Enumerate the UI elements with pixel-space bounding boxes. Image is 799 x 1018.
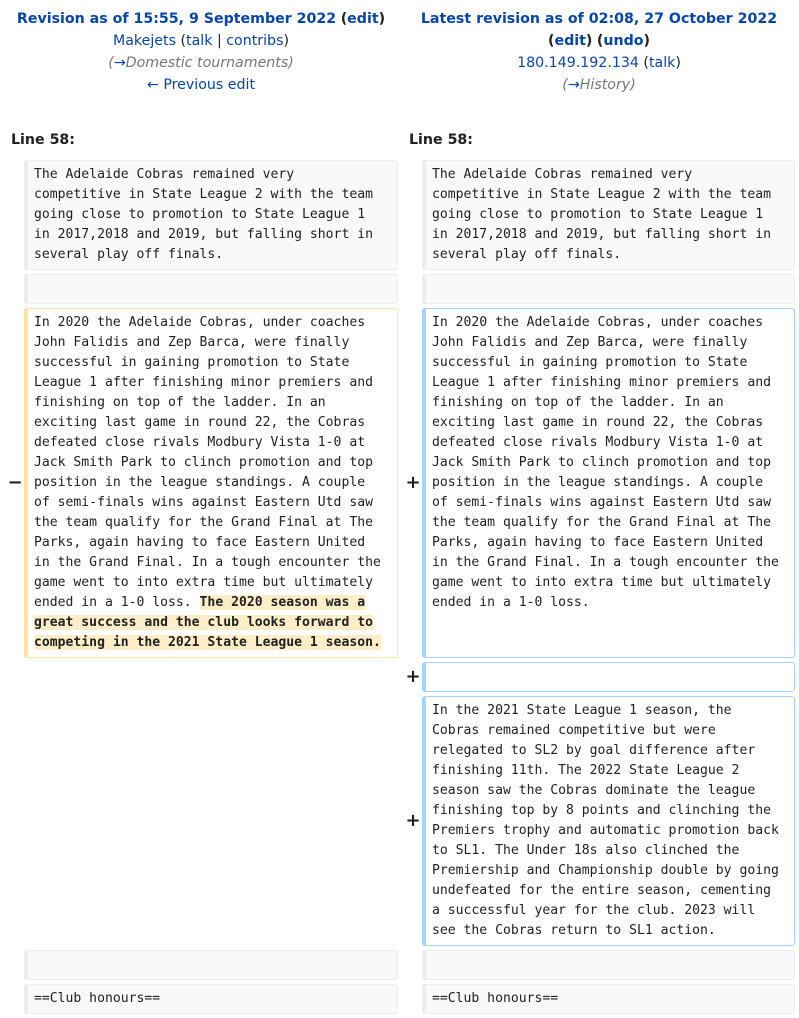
old-edit-summary: (→Domestic tournaments) [108,55,294,71]
addition-marker-new-paragraph: + [405,810,421,831]
left-line-number: Line 58: [11,132,75,148]
added-paragraph: In 2020 the Adelaide Cobras, under coaches John Falidis and Zep Barca, were finally successful in gaining promotion to State League 1 after finishing minor premiers and finishing on top of the ladder. In an exciting last game in round 22, the Cobras defeated close rivals Modbury Vista 1-0 at Jack Smith Park to clinch promotion and top position in the league standings. A couple of semi-finals wins against Eastern Utd saw the team qualify for the Grand Final at The Parks, again having to face Eastern United in the Grand Final. In a tough encounter the game went to into extra time but ultimately ended in a 1-0 loss. [422,308,795,658]
left-empty-context-line-2 [24,950,398,980]
new-revision-header: Latest revision as of 02:08, 27 October 2022 (edit) (undo) 180.149.192.134 (talk) (→History) [400,8,798,96]
old-talk-link[interactable]: talk [186,33,213,49]
undo-link[interactable]: undo [603,33,644,49]
deleted-paragraph [24,308,398,658]
added-empty-line [422,662,795,692]
right-club-honours-heading: ==Club honours== [422,984,795,1014]
previous-edit-link[interactable]: ← Previous edit [146,77,256,93]
added-new-paragraph: In the 2021 State League 1 season, the Cobras remained competitive but were relegated to SL2 by goal difference after finishing 11th. The 2022 State League 2 season saw the Cobras dominate the league finishing top by 8 points and clinching the Premiers trophy and automatic promotion back to SL1. The Under 18s also clinched the Premiership and Championship double by going undefeated for the entire season, cementing a successful year for the club. 2023 will see the Cobras return to SL1 action. [422,696,795,946]
new-user-link[interactable]: 180.149.192.134 [517,55,639,71]
addition-marker-empty: + [405,666,421,687]
old-contribs-link[interactable]: contribs [226,33,284,49]
left-club-honours-heading: ==Club honours== [24,984,398,1014]
old-revision-header: Revision as of 15:55, 9 September 2022 (edit) Makejets (talk | contribs) (→Domestic tournaments) ← Previous edit [2,8,400,96]
deleted-paragraph-text: In 2020 the Adelaide Cobras, under coaches John Falidis and Zep Barca, were finally successful in gaining promotion to State League 1 after finishing minor premiers and finishing on top of the ladder. In an exciting last game in round 22, the Cobras defeated close rivals Modbury Vista 1-0 at Jack Smith Park to clinch promotion and top position in the league standings. A couple of semi-finals wins against Eastern Utd saw the team qualify for the Grand Final at The Parks, again having to face Eastern United in the Grand Final. In a tough encounter the game went to into extra time but ultimately ended in a 1-0 loss. [34,315,381,610]
old-summary-section-link[interactable]: → [113,55,126,71]
old-edit-link[interactable]: edit [347,11,379,27]
old-revision-link[interactable]: Revision as of 15:55, 9 September 2022 [16,11,337,27]
right-context-paragraph: The Adelaide Cobras remained very competitive in State League 2 with the team going close to promotion to State League 1 in 2017,2018 and 2019, but falling short in several play off finals. [422,160,795,270]
new-revision-link[interactable]: Latest revision as of 02:08, 27 October 2022 [420,11,778,27]
new-talk-link[interactable]: talk [648,55,676,71]
right-empty-context-line-2 [422,950,795,980]
right-line-number: Line 58: [409,132,473,148]
new-summary-section-link[interactable]: → [567,77,580,93]
right-empty-context-line [422,274,795,304]
new-edit-link[interactable]: edit [554,33,586,49]
new-edit-summary: (→History) [562,77,636,93]
left-context-paragraph: The Adelaide Cobras remained very competitive in State League 2 with the team going close to promotion to State League 1 in 2017,2018 and 2019, but falling short in several play off finals. [24,160,398,270]
addition-marker: + [405,472,421,493]
deletion-marker: − [7,472,23,493]
removed-text-highlight: The 2020 season was a great success and the club looks forward to competing in the 2021 State League 1 season. [34,595,381,650]
old-user-link[interactable]: Makejets [112,33,176,49]
left-empty-context-line [24,274,398,304]
